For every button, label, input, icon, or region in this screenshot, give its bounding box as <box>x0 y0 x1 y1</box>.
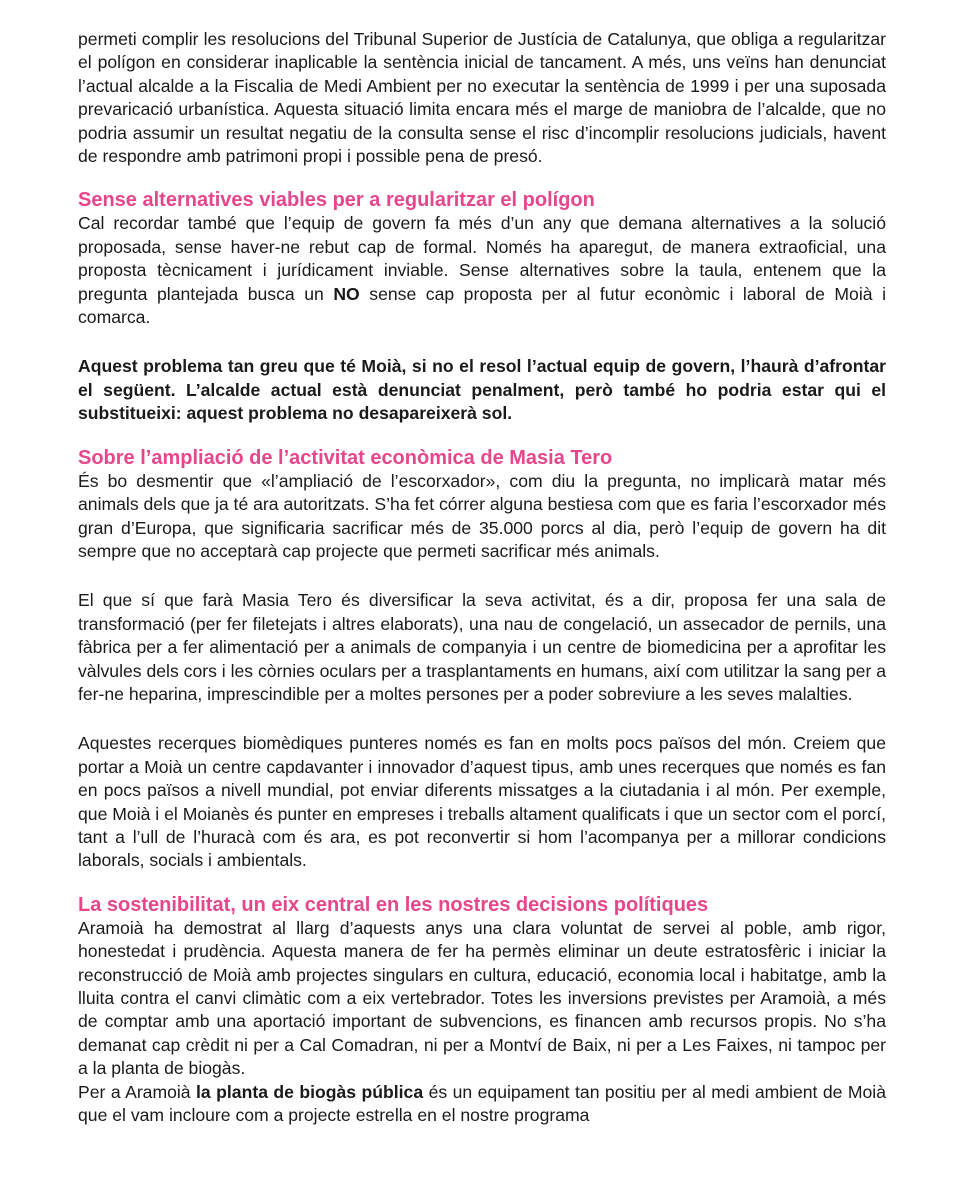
biogas-bold: la planta de biogàs pública <box>196 1081 424 1102</box>
masia-tero-paragraph-1: És bo desmentir que «l’ampliació de l’escorxador», com diu la pregunta, no implicarà matar més animals dels que ja té ara autoritzats. S’ha fet córrer alguna bestiesa com que es faria l’escorxador més gran d’Europa, que significaria sacrificar més de 35.000 porcs al dia, però l’equip de govern ha dit sempre que no acceptarà cap projecte que permeti sacrificar més animals. <box>78 470 886 561</box>
section-heading-masia-tero: Sobre l’ampliació de l’activitat econòmica de Masia Tero <box>78 446 613 469</box>
article-page <box>78 28 886 1127</box>
biogas-text-after: és un equipament tan positiu per al medi ambient de Moià que el vam incloure com a projecte estrella en el nostre programa <box>78 1081 887 1126</box>
sustainability-paragraph-2 <box>78 1081 886 1128</box>
problem-bold-paragraph: Aquest problema tan greu que té Moià, si no el resol l’actual equip de govern, l’haurà d’afrontar el següent. L’alcalde actual està denunciat penalment, però també ho podria estar qui el substitueixi: aquest problema no desapareixerà sol. <box>78 356 886 424</box>
section-heading-alternatives: Sense alternatives viables per a regularitzar el polígon <box>78 189 595 212</box>
alternatives-no-bold: NO <box>333 283 360 304</box>
alternatives-paragraph <box>78 212 886 329</box>
masia-tero-paragraph-3: Aquestes recerques biomèdiques punteres només es fan en molts pocs països del món. Creiem que portar a Moià un centre capdavanter i innovador d’aquest tipus, amb unes recerques que només es fan en pocs països a nivell mundial, pot enviar diferents missatges a la ciutadania i al món. Per exemple, que Moià i el Moianès és punter en empreses i treballs altament qualificats i que un sector com el porcí, tant a l’ull de l’huracà com és ara, es pot reconvertir si hom l’acompanya per a millorar condicions laborals, socials i ambientals. <box>78 733 886 871</box>
biogas-text-before: Per a Aramoià <box>78 1081 197 1102</box>
intro-paragraph: permeti complir les resolucions del Tribunal Superior de Justícia de Catalunya, que obliga a regularitzar el polígon en considerar inaplicable la sentència inicial de tancament. A més, uns veïns han denunciat l’actual alcalde a la Fiscalia de Medi Ambient per no executar la sentència de 1999 i per una suposada prevaricació urbanística. Aquesta situació limita encara més el marge de maniobra de l’alcalde, que no podria assumir un resultat negatiu de la consulta sense el risc d’incomplir resolucions judicials, havent de respondre amb patrimoni propi i possible pena de presó. <box>78 29 886 167</box>
alternatives-text-after: sense cap proposta per al futur econòmic i laboral de Moià i comarca. <box>78 283 886 328</box>
alternatives-text-before: Cal recordar també que l’equip de govern fa més d’un any que demana alternatives a la solució proposada, sense haver-ne rebut cap de formal. Només ha aparegut, de manera extraoficial, una proposta tècnicament i jurídicament inviable. Sense alternatives sobre la taula, entenem que la pregunta plantejada busca un <box>78 213 886 304</box>
sustainability-paragraph-1: Aramoià ha demostrat al llarg d’aquests anys una clara voluntat de servei al poble, amb rigor, honestedat i prudència. Aquesta manera de fer ha permès eliminar un deute estratosfèric i iniciar la reconstrucció de Moià amb projectes singulars en cultura, educació, economia local i habitatge, amb la lluita contra el canvi climàtic com a eix vertebrador. Totes les inversions previstes per Aramoià, a més de comptar amb una aportació important de subvencions, es financen amb recursos propis. No s’ha demanat cap crèdit ni per a Cal Comadran, ni per a Montví de Baix, ni per a Les Faixes, ni tampoc per a la planta de biogàs. <box>78 917 886 1079</box>
masia-tero-paragraph-2: El que sí que farà Masia Tero és diversificar la seva activitat, és a dir, proposa fer una sala de transformació (per fer filetejats i altres elaborats), una nau de congelació, un assecador de pernils, una fàbrica per a fer alimentació per a animals de companyia i un centre de biomedicina per a aprofitar les vàlvules dels cors i les còrnies oculars per a trasplantaments en humans, així com utilitzar la sang per a fer-ne heparina, imprescindible per a moltes persones per a poder sobreviure a les seves malalties. <box>78 590 886 704</box>
section-heading-sustainability: La sostenibilitat, un eix central en les nostres decisions polítiques <box>78 893 709 916</box>
